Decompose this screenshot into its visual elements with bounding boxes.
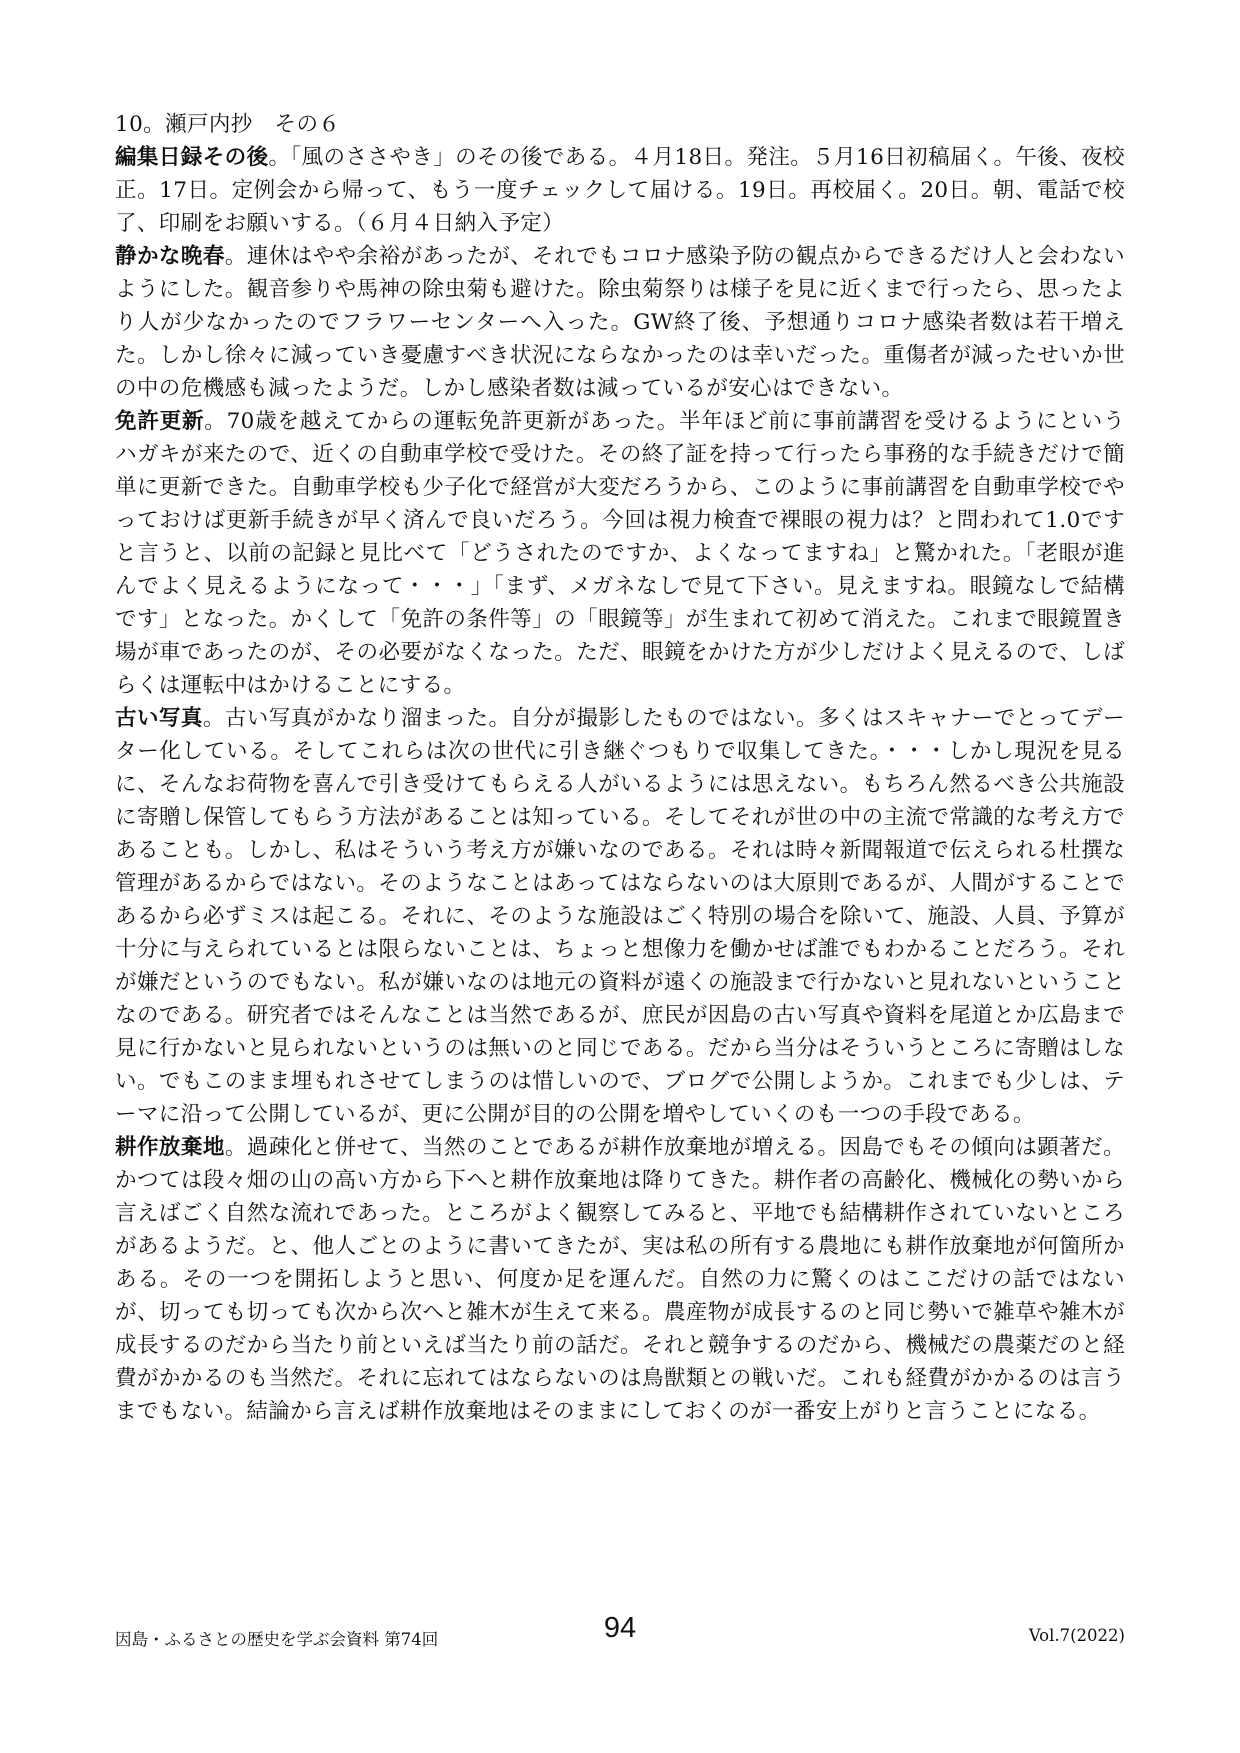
paragraph-body: 。古い写真がかなり溜まった。自分が撮影したものではない。多くはスキャナーでとってデーター化している。そしてこれらは次の世代に引き継ぐつもりで収集してきた。・・・しかし現況を見るに、そんなお荷物を喜んで引き受けてもらえる人がいるようには思えない。もちろん然るべき公共施設に寄贈し保管してもらう方法があることは知っている。そしてそれが世の中の主流で常識的な考え方であることも。しかし、私はそういう考え方が嫌いなのである。それは時々新聞報道で伝えられる杜撰な管理があるからではない。そのようなことはあってはならないのは大原則であるが、人間がすることであるから必ずミスは起こる。それに、そのような施設はごく特別の場合を除いて、施設、人員、予算が十分に与えられているとは限らないことは、ちょっと想像力を働かせば誰でもわかることだろう。それが嫌だというのでもない。私が嫌いなのは地元の資料が遠くの施設まで行かないと見れないということなのである。研究者ではそんなことは当然であるが、庶民が因島の古い写真や資料を尾道とか広島まで見に行かないと見られないというのは無いのと同じである。だから当分はそういうところに寄贈はしない。でもこのまま埋もれさせてしまうのは惜しいので、ブログで公開しようか。これまでも少しは、テーマに沿って公開しているが、更に公開が目的の公開を増やしていくのも一つの手段である。 [115, 706, 1125, 1127]
paragraph-old-photos [115, 702, 1125, 1131]
paragraph-heading: 古い写真 [115, 706, 203, 731]
page-footer [115, 1612, 1125, 1652]
paragraph-editing-log [115, 141, 1125, 240]
page-number: 94 [603, 1612, 637, 1644]
paragraph-abandoned-farmland [115, 1131, 1125, 1428]
paragraph-body: 。連休はやや余裕があったが、それでもコロナ感染予防の観点からできるだけ人と会わないようにした。観音参りや馬神の除虫菊も避けた。除虫菊祭りは様子を見に近くまで行ったら、思ったより人が少なかったのでフラワーセンターへ入った。GW終了後、予想通りコロナ感染者数は若干増えた。しかし徐々に減っていき憂慮すべき状況にならなかったのは幸いだった。重傷者が減ったせいか世の中の危機感も減ったようだ。しかし感染者数は減っているが安心はできない。 [115, 244, 1125, 401]
paragraph-quiet-late-spring [115, 240, 1125, 405]
paragraph-heading: 耕作放棄地 [115, 1135, 225, 1160]
section-title: 10。瀬戸内抄 その６ [115, 112, 341, 137]
paragraph-body: 。70歳を越えてからの運転免許更新があった。半年ほど前に事前講習を受けるようにというハガキが来たので、近くの自動車学校で受けた。その終了証を持って行ったら事務的な手続きだけで簡単に更新できた。自動車学校も少子化で経営が大変だろうから、このように事前講習を自動車学校でやっておけば更新手続きが早く済んで良いだろう。今回は視力検査で裸眼の視力は？と問われて1.0ですと言うと、以前の記録と見比べて「どうされたのですか、よくなってますね」と驚かれた。「老眼が進んでよく見えるようになって・・・」「まず、メガネなしで見て下さい。見えますね。眼鏡なしで結構です」となった。かくして「免許の条件等」の「眼鏡等」が生まれて初めて消えた。これまで眼鏡置き場が車であったのが、その必要がなくなった。ただ、眼鏡をかけた方が少しだけよく見えるので、しばらくは運転中はかけることにする。 [115, 409, 1125, 698]
paragraph-heading: 編集日録その後 [115, 145, 269, 170]
page-content [115, 108, 1125, 1428]
paragraph-license-renewal [115, 405, 1125, 702]
footer-publication-title: 因島・ふるさとの歴史を学ぶ会資料 第74回 [115, 1630, 439, 1649]
paragraph-body: 。「風のささやき」のその後である。４月18日。発注。５月16日初稿届く。午後、夜校正。17日。定例会から帰って、もう一度チェックして届ける。19日。再校届く。20日。朝、電話で校了、印刷をお願いする。（６月４日納入予定） [115, 145, 1125, 236]
footer-volume: Vol.7(2022) [1028, 1626, 1125, 1645]
paragraph-heading: 免許更新 [115, 409, 205, 434]
paragraph-body: 。過疎化と併せて、当然のことであるが耕作放棄地が増える。因島でもその傾向は顕著だ。かつては段々畑の山の高い方から下へと耕作放棄地は降りてきた。耕作者の高齢化、機械化の勢いから言えばごく自然な流れであった。ところがよく観察してみると、平地でも結構耕作されていないところがあるようだ。と、他人ごとのように書いてきたが、実は私の所有する農地にも耕作放棄地が何箇所かある。その一つを開拓しようと思い、何度か足を運んだ。自然の力に驚くのはここだけの話ではないが、切っても切っても次から次へと雑木が生えて来る。農産物が成長するのと同じ勢いで雑草や雑木が成長するのだから当たり前といえば当たり前の話だ。それと競争するのだから、機械だの農薬だのと経費がかかるのも当然だ。それに忘れてはならないのは鳥獣類との戦いだ。これも経費がかかるのは言うまでもない。結論から言えば耕作放棄地はそのままにしておくのが一番安上がりと言うことになる。 [115, 1135, 1125, 1424]
paragraph-heading: 静かな晩春 [115, 244, 225, 269]
